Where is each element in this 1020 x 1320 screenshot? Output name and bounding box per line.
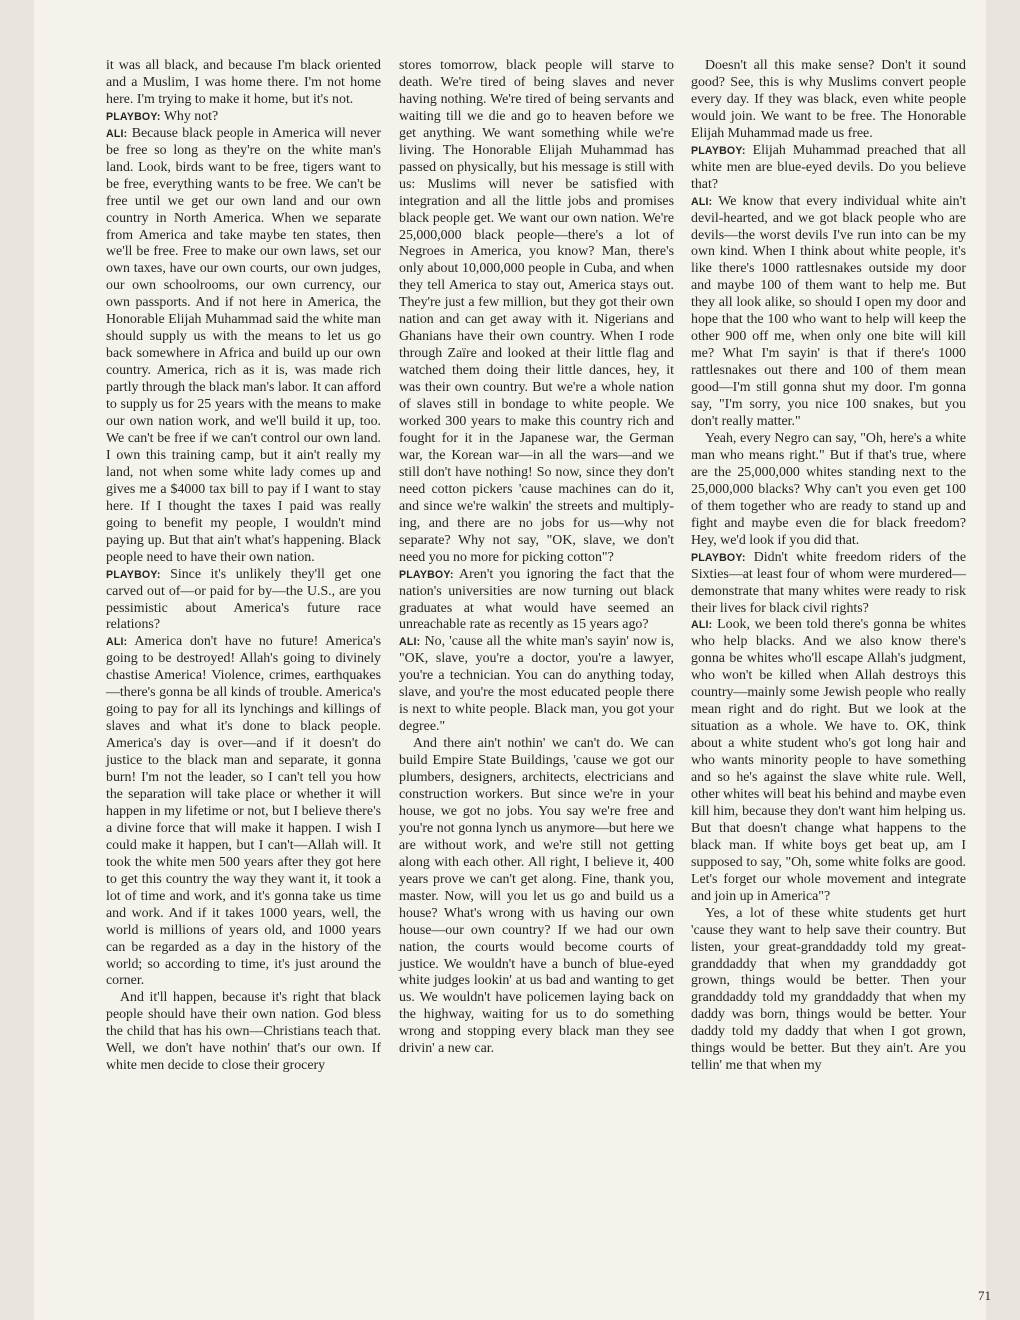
paragraph <box>691 58 966 143</box>
paragraph <box>106 990 381 1075</box>
paragraph <box>691 194 966 431</box>
paragraph-text: No, 'cause all the white man's sayin' now is, "OK, slave, you're a doctor, you're a lawyer, you're a technician. You can do anything today, slave, and you're the most educated people there is next to white people. Black man, you got your degree." <box>399 634 674 735</box>
paragraph-text: Elijah Muhammad preached that all white men are blue-eyed devils. Do you believe that? <box>691 142 966 192</box>
paragraph-text: stores tomorrow, black people will starve to death. We're tired of being slaves and never having nothing. We're tired of being servants and waiting till we die and go to heaven before we get anything. We want something while we're living. The Honorable Elijah Muhammad has passed on physically, but his message is still with us: Muslims will never be satisfied with integration and all the little jobs and promises black people get. We want our own nation. We're 25,000,000 black people—there's a lot of Negroes in America, you know? Man, there's only about 10,000,000 people in Cuba, and when they tell America to stay out, America stays out. They're just a few million, but they got their own nation and can get away with it. Nigerians and Ghanians have their own country. When I rode through Zaïre and looked at their little flag and watched them doing their little dances, hey, it was their own country. But we're a whole nation of slaves still in bondage to white people. We worked 300 years to make this country rich and fought for it in the Japanese war, the German war, the Korean war—in all the wars—and we still don't have nothing! So now, since they don't need cotton pickers 'cause machines can do it, and since we're walkin' the streets and multiplying, and there are no jobs for us—why not separate? Why not say, "OK, slave, we don't need you no more for picking cotton"? <box>399 58 674 565</box>
paragraph-text: Yes, a lot of these white students get hurt 'cause they want to help save their country. But listen, your great-granddaddy told my great-granddaddy that when my granddaddy got grown, things would be better. Then your granddaddy told my granddaddy that when my daddy was born, things would be better. Your daddy told my daddy that when I got grown, things would be better. But they ain't. Are you tellin' me that when my <box>691 905 966 1074</box>
text-column-1 <box>106 58 381 1075</box>
paragraph <box>691 143 966 194</box>
speaker-label: PLAYBOY: <box>106 568 161 581</box>
paragraph-text: Because black people in America will never be free so long as they're on the white man's land. Look, birds want to be free, tigers want to be free, everything wants to be free. We can't be free until we get our own land and our own country in North America. When we separate from America and take maybe ten states, then we'll be free. Free to make our own laws, set our own taxes, have our own courts, our own judges, our own schoolrooms, our own currency, our own passports. And if not here in America, the Honorable Elijah Muhammad said the white man should supply us with the means to let us go back somewhere in Africa and build up our own country. America, rich as it is, was made rich partly through the black man's labor. It can afford to supply us for 25 years with the means to make our own nation work, and we'll build it up, too. We can't be free if we can't control our own land. I own this training camp, but it ain't really my land, not when some white lady comes up and gives me a $4000 tax bill to pay if I want to stay here. If I thought the taxes I paid was really going to benefit my people, I wouldn't mind paying up. But that ain't what's happening. Black people need to have their own nation. <box>106 125 381 565</box>
paragraph <box>106 567 381 635</box>
paragraph-text: Look, we been told there's gonna be whites who help blacks. And we also know there's gonna be whites who'll escape Allah's judgment, who won't be killed when Allah destroys this country—mainly some Jewish people who really mean right and do right. But we look at the situation as a whole. We have to. OK, think about a white student who's got long hair and who wants minority people to have something and so he's against the slave white rule. Well, other whites will beat his behind and maybe even kill him, because they don't want him helping us. But that doesn't change what happens to the black man. If white boys get beat up, am I supposed to say, "Oh, some white folks are good. Let's forget our whole movement and integrate and join up in America"? <box>691 617 966 904</box>
paragraph-text: And it'll happen, because it's right that black people should have their own nation. God bless the child that has his own—Christians teach that. Well, we don't have nothin' that's our own. If white men decide to close their grocery <box>106 990 381 1074</box>
paragraph-text: And there ain't nothin' we can't do. We can build Empire State Buildings, 'cause we got our plumbers, designers, architects, electricians and construction workers. But since we're in your house, we got no jobs. You say we're free and you're not gonna lynch us anymore—but here we are without work, and we're still not getting along with each other. All right, I believe it, 400 years prove we can't get along. Fine, thank you, master. Now, will you let us go and build us a house? What's wrong with us having our own house—our own country? If we had our own nation, the courts would become courts of justice. We wouldn't have a bunch of blue-eyed white judges lookin' at us bad and wanting to get us. We wouldn't have policemen laying back on the highway, waiting for us to do something wrong and stopping every black man they see drivin' a new car. <box>399 736 674 1057</box>
paragraph-text: Didn't white freedom riders of the Sixties—at least four of whom were murdered—demonstrate that many whites were ready to risk their lives for black civil rights? <box>691 549 966 616</box>
paragraph-text: Why not? <box>163 108 219 124</box>
speaker-label: ALI: <box>106 636 128 649</box>
speaker-label: ALI: <box>399 636 421 649</box>
paragraph-text: Since it's unlikely they'll get one carved out of—or paid for by—the U.S., are you pessimistic about America's future race relations? <box>106 566 381 633</box>
speaker-label: PLAYBOY: <box>691 551 746 564</box>
paragraph-text: America don't have no future! America's going to be destroyed! Allah's going to divinely chastise America! Violence, crimes, earthquakes—there's gonna be all kinds of trouble. America's going to pay for all its lynchings and killings of slaves and what it's done to black people. America's day is over—and if it doesn't do justice to the black man and separate, it gonna burn! I'm not the leader, so I can't tell you how the separation will take place or whether it will happen in my lifetime or not, but I believe there's a divine force that will make it happen. I wish I could make it happen, but I can't—Allah will. It took the white men 500 years after they got here to get this country the way they want it, it took a lot of time and work, and it's gonna take us time and work. And if it takes 1000 years, well, the world is millions of years old, and 1000 years can be regarded as a day in the history of the world; so according to time, it's just around the corner. <box>106 634 381 989</box>
paragraph <box>691 431 966 550</box>
paragraph <box>106 109 381 126</box>
text-column-2 <box>399 58 674 1058</box>
paragraph <box>106 634 381 990</box>
page-number: 71 <box>978 1288 991 1303</box>
speaker-label: ALI: <box>106 127 128 140</box>
text-column-3 <box>691 58 966 1075</box>
speaker-label: PLAYBOY: <box>399 568 454 581</box>
paragraph <box>399 634 674 736</box>
paragraph <box>691 906 966 1076</box>
paragraph <box>399 736 674 1058</box>
paragraph-text: it was all black, and because I'm black oriented and a Muslim, I was home there. I'm not home here. I'm trying to make it home, but it's not. <box>106 58 381 107</box>
paragraph-text: Aren't you ignoring the fact that the nation's universities are now turning out black graduates at what would have seemed an unreachable rate as recently as 15 years ago? <box>399 566 674 633</box>
magazine-page <box>34 0 991 1320</box>
paragraph-text: Doesn't all this make sense? Don't it sound good? See, this is why Muslims convert people every day. If they was black, even white people would join. We want to be free. The Honorable Elijah Muhammad made us free. <box>691 58 966 141</box>
paragraph <box>691 550 966 618</box>
speaker-label: PLAYBOY: <box>691 144 746 157</box>
paragraph-text: Yeah, every Negro can say, "Oh, here's a white man who means right." But if that's true, where are the 25,000,000 whites standing next to the 25,000,000 blacks? Why can't you even get 100 of them together who are ready to stand up and fight and maybe even die for black freedom? Hey, we'd look if you did that. <box>691 430 966 548</box>
paragraph <box>399 58 674 567</box>
paragraph <box>106 58 381 109</box>
paragraph-text: We know that every individual white ain't devil-hearted, and we got black people who are devils—the worst devils I've run into can be my own kind. When I think about white people, it's like there's 1000 rattlesnakes outside my door and maybe 100 of them want to help me. But they all look alike, so should I open my door and hope that the 100 who want to help will keep the other 900 off me, when only one bite will kill me? What I'm sayin' is that if there's 1000 rattlesnakes out there and 100 of them mean good—I'm still gonna shut my door. I'm gonna say, "I'm sorry, you nice 100 snakes, but you don't really matter." <box>691 193 966 430</box>
speaker-label: ALI: <box>691 619 713 632</box>
paragraph <box>399 567 674 635</box>
paragraph <box>691 617 966 905</box>
paragraph <box>106 126 381 567</box>
speaker-label: ALI: <box>691 195 713 208</box>
speaker-label: PLAYBOY: <box>106 110 161 123</box>
